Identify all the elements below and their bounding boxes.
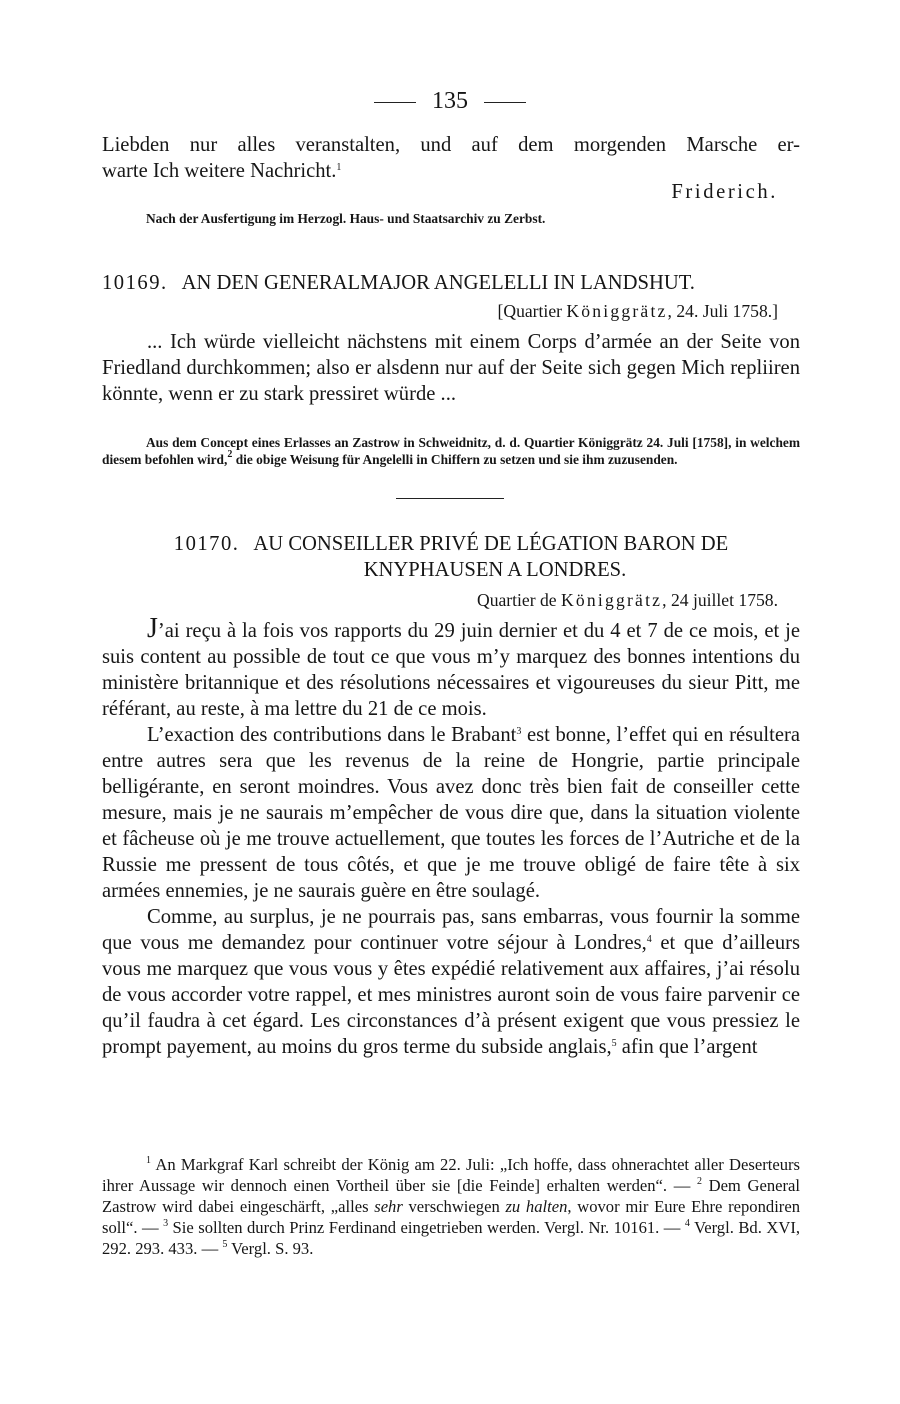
footnote-5: [222, 1239, 313, 1258]
doc-10169-text: ... Ich würde vielleicht nächstens mit einem Corps d’armée an der Seite von Friedland durchkommen; also er alsdenn nur auf der Seite sich gegen Mich repliiren könnte, wenn er zu stark pressiret würde ...: [102, 331, 800, 405]
footnote-5-mark: 5: [222, 1239, 228, 1250]
doc-10169-number: 10169.: [102, 272, 168, 294]
doc-10169-source-note: [102, 434, 800, 468]
footnote-ref-1: 1: [336, 162, 342, 173]
doc-10169-dateline: [102, 299, 778, 323]
intro-source-note: Nach der Ausfertigung im Herzogl. Haus- und Staatsarchiv zu Zerbst.: [146, 211, 546, 226]
section-divider: [396, 498, 504, 499]
header-dash-right: [484, 102, 526, 103]
footnote-2-emphasis-2: zu halten: [505, 1197, 568, 1216]
doc-10169-title: [102, 270, 800, 296]
letter-paragraph-2: [102, 722, 800, 904]
footnote-2-emphasis-1: sehr: [374, 1197, 403, 1216]
footnote-2-text-c: , wovor mir Eure Ehre repondiren soll“. —: [102, 1197, 800, 1237]
paragraph-2-text-b: est bonne, l’effet qui en résultera entre autres sera que les revenus de la reine de Hongrie, partie principale belligérante, en seront moindres. Vous avez donc très bien fait de conseiller cette mesure, mais je ne saurais m’empêcher de vous dire que, dans la situation violente et fâcheuse où je me trouve actuellement, que toutes les forces de l’Autriche et de la Russie me pressent de tous côtés, et que je me trouve obligé de faire tête à six armées ennemies, je ne saurais guère en être soulagé.: [102, 724, 800, 902]
header-dash-left: [374, 102, 416, 103]
dateline-open: [Quartier: [497, 301, 567, 321]
doc-10170-number: 10170.: [173, 533, 240, 555]
dateline-rest: , 24 juillet 1758.: [662, 590, 778, 610]
footnote-ref-5: 5: [611, 1038, 617, 1049]
doc-10170-dateline: [102, 588, 778, 612]
footnote-3-text: Sie sollten durch Prinz Ferdinand eingetrieben werden. Vergl. Nr. 10161. —: [168, 1218, 685, 1237]
source-note-b: die obige Weisung für Angelelli in Chiffern zu setzen und sie ihm zuzusenden.: [232, 452, 678, 467]
drop-initial: J: [147, 613, 158, 644]
dateline-place: Königgrätz: [566, 301, 668, 321]
doc-10170-letter: [102, 613, 801, 1060]
signature: Friderich.: [671, 181, 778, 203]
doc-10170-title-line-1: [102, 531, 800, 557]
doc-10170-heading-1: AU CONSEILLER PRIVÉ DE LÉGATION BARON DE: [253, 533, 729, 555]
letter-paragraph-1: [102, 613, 800, 722]
doc-10169-heading: AN DEN GENERALMAJOR ANGELELLI IN LANDSHUT.: [181, 272, 695, 294]
footnote-1: [102, 1155, 800, 1195]
dateline-open: Quartier de: [476, 590, 562, 610]
footnote-2-mark: 2: [696, 1176, 702, 1187]
page-header: [0, 86, 900, 116]
dateline-place: Königgrätz: [561, 590, 663, 610]
paragraph-3-text-c: afin que l’argent: [616, 1036, 758, 1058]
footnotes: [102, 1154, 800, 1259]
footnote-2-text-b: verschwiegen: [402, 1197, 506, 1216]
intro-text: [102, 132, 800, 184]
paragraph-3-text-a: Comme, au surplus, je ne pourrais pas, sans embarras, vous fournir la somme que vous me demandez pour continuer votre séjour à Londres,: [102, 906, 800, 954]
paragraph-2-text-a: L’exaction des contributions dans le Brabant: [147, 724, 517, 746]
paragraph-3-text-b: et que d’ailleurs vous me marquez que vous vous y êtes expédié relativement aux affaires, j’ai résolu de vous accorder votre rappel, et mes ministres auront soin de vous faire parvenir ce qu’il faudra à cet égard. Les circonstances d’à présent exigent que vous pressiez le prompt payement, au moins du gros terme du subside anglais,: [102, 932, 801, 1058]
letter-paragraph-3: [102, 904, 800, 1060]
source-note-a: Aus dem Concept eines Erlasses an Zastrow in Schweidnitz, d. d. Quartier Königgrätz 24. Juli [1758], in welchem diesem befohlen wird,: [102, 435, 800, 467]
doc-10170-title-line-2: KNYPHAUSEN A LONDRES.: [363, 559, 627, 581]
dateline-rest: , 24. Juli 1758.]: [667, 301, 778, 321]
footnote-3-mark: 3: [163, 1218, 169, 1229]
footnote-1-text: An Markgraf Karl schreibt der König am 22. Juli: „Ich hoffe, dass ohnerachtet aller Deserteurs ihrer Aussage wir dennoch einen Vortheil über sie [die Feinde] erhalten werden“. —: [102, 1155, 800, 1195]
footnote-4-text: Vergl. Bd. XVI, 292. 293. 433. —: [102, 1218, 800, 1258]
footnote-3: [163, 1218, 685, 1237]
footnote-1-mark: 1: [146, 1155, 151, 1166]
footnote-ref-2: 2: [227, 449, 233, 460]
page-number: 135: [432, 88, 468, 114]
intro-line-1: Liebden nur alles veranstalten, und auf dem morgenden Marsche er-: [102, 134, 800, 156]
doc-10170-title: [102, 531, 800, 583]
intro-line-2-text: warte Ich weitere Nachricht.: [102, 160, 337, 182]
footnote-ref-4: 4: [646, 934, 652, 945]
footnote-5-text: Vergl. S. 93.: [227, 1239, 314, 1258]
footnote-4-mark: 4: [684, 1218, 690, 1229]
footnote-ref-3: 3: [516, 726, 522, 737]
paragraph-1-text: ’ai reçu à la fois vos rapports du 29 juin dernier et du 4 et 7 de ce mois, et je suis content au possible de tout ce que vous m’y marquez des bonnes intentions du ministère britannique et des résolutions nécessaires et vigoureuses du sieur Pitt, me référant, au reste, à ma lettre du 21 de ce mois.: [102, 620, 800, 720]
footnote-2-text-a: Dem General Zastrow wird dabei eingeschärft, „alles: [102, 1176, 800, 1216]
